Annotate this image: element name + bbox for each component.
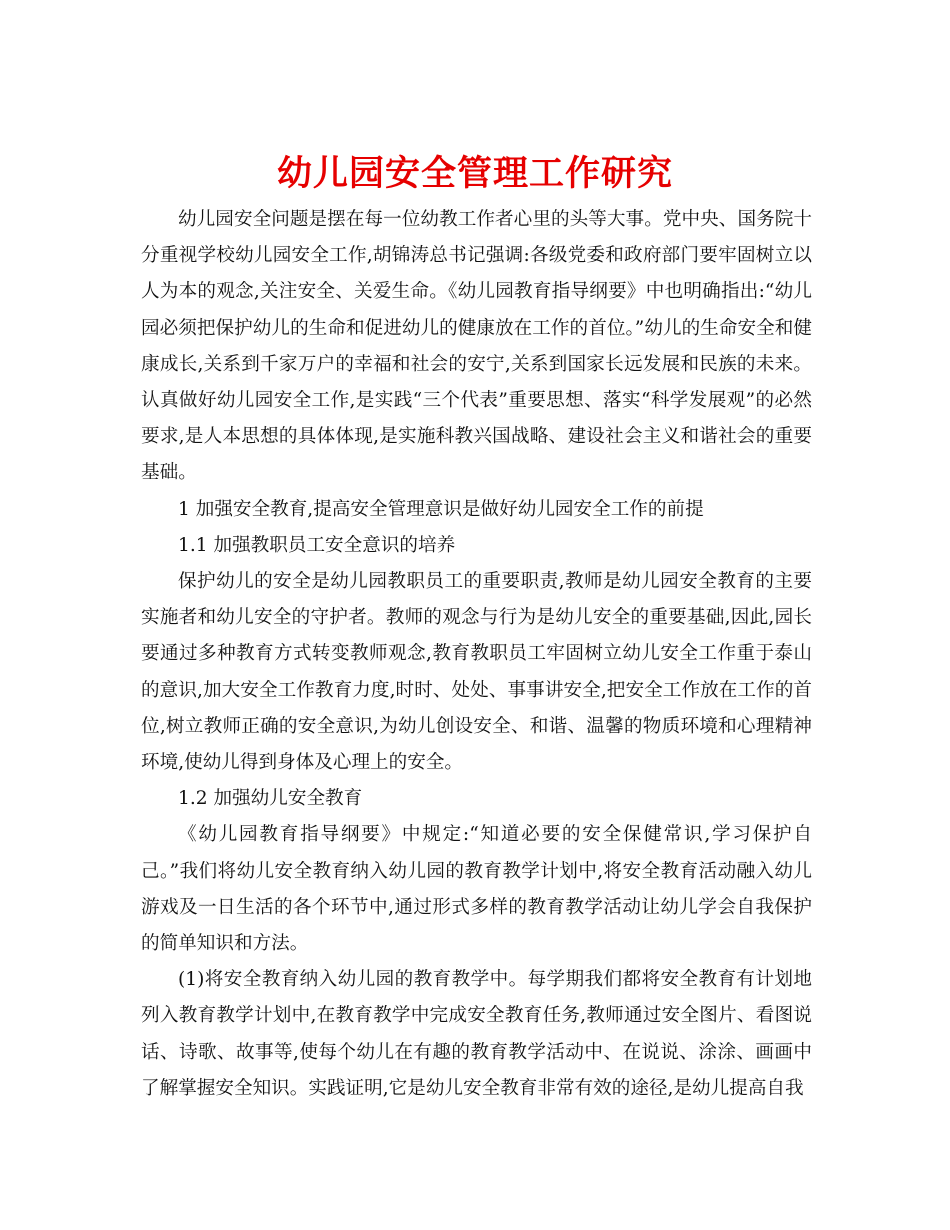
paragraph-1-2-item-1: (1)将安全教育纳入幼儿园的教育教学中。每学期我们都将安全教育有计划地列入教育教学计划中,在教育教学中完成安全教育任务,教师通过安全图片、看图说话、诗歌、故事等,使每个幼儿在有趣的教育教学活动中、在说说、涂涂、画画中了解掌握安全知识。实践证明,它是幼儿安全教育非常有效的途径,是幼儿提高自我 <box>141 969 812 1099</box>
paragraph-1-2: 《幼儿园教育指导纲要》中规定:“知道必要的安全保健常识,学习保护自己。”我们将幼儿安全教育纳入幼儿园的教育教学计划中,将安全教育活动融入幼儿游戏及一日生活的各个环节中,通过形式多样的教育教学活动让幼儿学会自我保护的简单知识和方法。 <box>141 824 812 955</box>
page-title: 幼儿园安全管理工作研究 <box>276 153 673 195</box>
subsection-heading-1-1: 1.1 加强教职员工安全意识的培养 <box>178 534 456 556</box>
paragraph-1-1: 保护幼儿的安全是幼儿园教职员工的重要职责,教师是幼儿园安全教育的主要实施者和幼儿安全的守护者。教师的观念与行为是幼儿安全的重要基础,因此,园长要通过多种教育方式转变教师观念,教育教职员工牢固树立幼儿安全工作重于泰山的意识,加大安全工作教育力度,时时、处处、事事讲安全,把安全工作放在工作的首位,树立教师正确的安全意识,为幼儿创设安全、和谐、温馨的物质环境和心理精神环境,使幼儿得到身体及心理上的安全。 <box>141 571 812 774</box>
subsection-heading-1-2: 1.2 加强幼儿安全教育 <box>178 788 363 810</box>
intro-paragraph: 幼儿园安全问题是摆在每一位幼教工作者心里的头等大事。党中央、国务院十分重视学校幼儿园安全工作,胡锦涛总书记强调:各级党委和政府部门要牢固树立以人为本的观念,关注安全、关爱生命。《幼儿园教育指导纲要》中也明确指出:“幼儿园必须把保护幼儿的生命和促进幼儿的健康放在工作的首位。”幼儿的生命安全和健康成长,关系到千家万户的幸福和社会的安宁,关系到国家长远发展和民族的未来。认真做好幼儿园安全工作,是实践“三个代表”重要思想、落实“科学发展观”的必然要求,是人本思想的具体体现,是实施科教兴国战略、建设社会主义和谐社会的重要基础。 <box>141 209 812 484</box>
document-body <box>141 202 812 1107</box>
section-heading-1: 1 加强安全教育,提高安全管理意识是做好幼儿园安全工作的前提 <box>178 498 704 520</box>
